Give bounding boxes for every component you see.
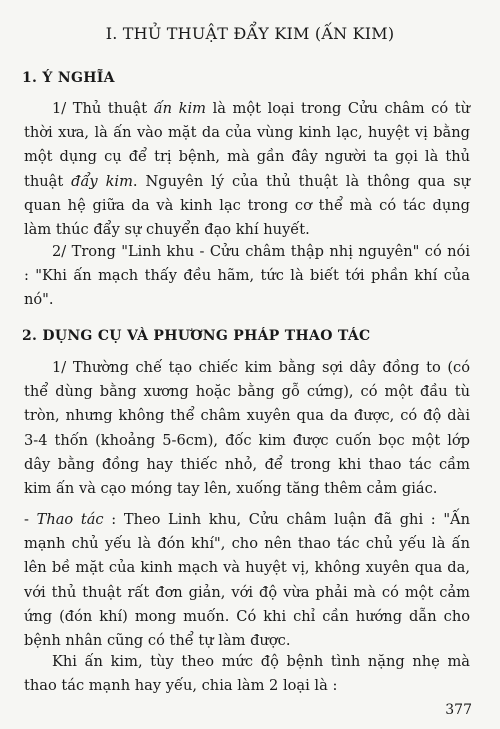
text-run: 1/ Thủ thuật: [52, 100, 154, 117]
text-run: : Theo Linh khu, Cửu châm luận đã ghi : "Ấn mạnh chủ yếu là đón khí", cho nên thao tác chủ yếu là ấn lên bề mặt của kinh mạch và huyệt vị, không xuyên qua da, với thủ thuật rất đơn giản, với độ vừa phải mà có một cảm ứng (đón khí) mong muốn. Có khi chỉ cần hướng dẫn cho bệnh nhân cũng có thể tự làm được.: [24, 511, 470, 650]
section-2-paragraph-2: [24, 508, 470, 653]
page-number: 377: [445, 702, 472, 718]
section-1-paragraph-1: [24, 97, 470, 242]
text-run: -: [24, 511, 37, 528]
italic-term: ấn kim: [153, 100, 206, 117]
section-2-paragraph-1: 1/ Thường chế tạo chiếc kim bằng sợi dây đồng to (có thể dùng bằng xương hoặc bằng gỗ cứng), có một đầu tù tròn, nhưng không thể châm xuyên qua da được, có độ dài 3-4 thốn (khoảng 5-6cm), đốc kim được cuốn bọc một lớp dây bằng đồng hay thiếc nhỏ, để trong khi thao tác cầm kim ấn và cạo móng tay lên, xuống tăng thêm cảm giác.: [24, 359, 470, 498]
italic-term: đẩy kim: [71, 172, 133, 190]
section-2-paragraph-3: Khi ấn kim, tùy theo mức độ bệnh tình nặng nhẹ mà thao tác mạnh hay yếu, chia làm 2 loại là :: [24, 653, 470, 695]
italic-term: Thao tác: [36, 511, 104, 528]
section-2-heading: 2. DỤNG CỤ VÀ PHƯƠNG PHÁP THAO TÁC: [22, 328, 371, 344]
text-run: . Nguyên lý của thủ thuật là thông qua sự quan hệ giữa da và kinh lạc trong cơ thể mà có tác dụng làm thúc đẩy sự chuyển đạo khí huyết.: [24, 172, 470, 239]
page-title: I. THỦ THUẬT ĐẨY KIM (ẤN KIM): [105, 24, 395, 43]
section-1-paragraph-2: 2/ Trong "Linh khu - Cửu châm thập nhị nguyên" có nói : "Khi ấn mạch thấy đều hãm, tức là biết tới phần khí của nó".: [24, 243, 470, 309]
text-run: là một loại trong Cửu châm có từ thời xưa, là ấn vào mặt da của vùng kinh lạc, huyệt vị bằng một dụng cụ để trị bệnh, mà gần đây người ta gọi là thủ thuật: [24, 100, 470, 190]
section-1-heading: 1. Ý NGHĨA: [22, 70, 115, 86]
